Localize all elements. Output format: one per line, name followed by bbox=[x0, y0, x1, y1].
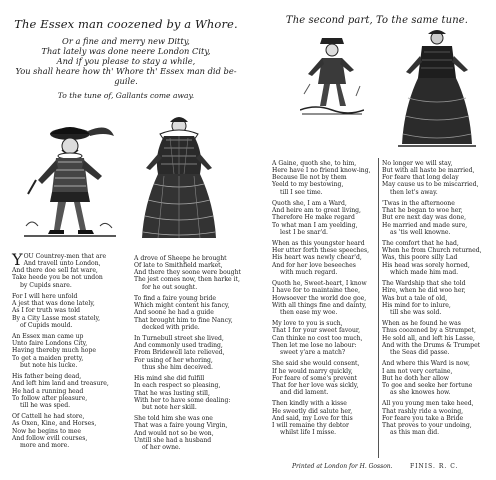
stanza bbox=[272, 320, 371, 356]
finis-mark: FINIS. R. C. bbox=[410, 463, 459, 470]
verse-line: If he would marry quickly, bbox=[272, 367, 353, 375]
stanza bbox=[12, 373, 109, 409]
verse-line: When he from Church returned, bbox=[382, 247, 482, 255]
stanza bbox=[382, 240, 482, 276]
tune-line: To the tune of, Gallants come away. bbox=[57, 91, 195, 100]
verse-line: He had a running head bbox=[12, 387, 84, 395]
left-column-2 bbox=[134, 255, 241, 455]
verse-line: With all things fine and dainty, bbox=[272, 301, 367, 309]
verse-line: but note her skill. bbox=[142, 403, 197, 411]
verse-line: The jest comes now, then harke it, bbox=[134, 276, 240, 284]
verse-line: And where this Ward is now, bbox=[382, 360, 470, 368]
verse-line: Having thereby much hope bbox=[12, 347, 96, 355]
verse-line: The Wardship that she told bbox=[382, 280, 466, 288]
printer-imprint: Printed at London for H. Gosson. bbox=[292, 463, 393, 470]
stanza bbox=[272, 400, 371, 436]
verse-line: That I for your sweet favour, bbox=[272, 327, 361, 335]
verse-line: lest I be snar'd. bbox=[280, 228, 328, 236]
verse-line: for he out sought. bbox=[142, 283, 198, 291]
verse-line: He married and made sure, bbox=[382, 221, 468, 229]
verse-line: That he was lusting still, bbox=[134, 389, 210, 397]
verse-line: Then kindly with a kisse bbox=[272, 400, 347, 408]
verse-line: To what man I am yeelding, bbox=[272, 221, 358, 229]
verse-line: As I for truth was told bbox=[12, 307, 81, 315]
verse-line: Quoth he, Sweet-heart, I know bbox=[272, 280, 367, 288]
verse-line: And travell unto London, bbox=[23, 260, 101, 268]
verse-line: A jest that was done lately, bbox=[12, 300, 95, 308]
right-column-1 bbox=[272, 160, 371, 441]
verse-line: And heire am to great living, bbox=[272, 207, 361, 215]
subtitle-line: Or a fine and merry new Ditty, bbox=[62, 36, 190, 46]
verse-line: with much regard. bbox=[280, 268, 338, 276]
verse-line: But with all haste be married, bbox=[382, 167, 475, 175]
verse-line: thus she him deceived. bbox=[142, 363, 213, 371]
verse-line: of Cupids mould. bbox=[20, 321, 73, 329]
verse-line: That proves to your undoing, bbox=[382, 421, 472, 429]
verse-line: of her owne. bbox=[142, 443, 181, 451]
right-broadside-panel bbox=[262, 4, 492, 476]
verse-line: And for her love beseeches bbox=[272, 261, 356, 269]
verse-line: That he began to woe her, bbox=[382, 207, 463, 215]
verse-line: An Essex man came up bbox=[12, 333, 84, 341]
verse-line: which made him mad. bbox=[390, 268, 459, 276]
verse-line: more and more. bbox=[20, 441, 70, 449]
verse-line: His father being dead, bbox=[12, 373, 82, 381]
verse-line: For feare that long delay bbox=[382, 174, 459, 182]
verse-line: That brought him to fine Nancy, bbox=[134, 316, 233, 324]
verse-line: The comfort that he had, bbox=[382, 240, 459, 248]
verse-line: For feare you take a Bride bbox=[382, 414, 464, 422]
stanza bbox=[382, 360, 482, 396]
verse-line: He sold all, and left his Lasse, bbox=[382, 334, 475, 342]
column-divider bbox=[378, 158, 379, 458]
verse-line: No longer we will stay, bbox=[382, 160, 453, 167]
verse-line: sweet y'are a match? bbox=[280, 348, 346, 356]
ballad-title: The Essex man coozened by a Whore. bbox=[14, 17, 238, 31]
verse-line: And soone he had a guide bbox=[134, 309, 214, 317]
verse-line: Howsoever the world doe goe, bbox=[272, 294, 367, 302]
verse-line: OU Countrey-men that are bbox=[23, 253, 107, 260]
verse-line: For using of her whoring, bbox=[134, 356, 213, 364]
woman-woodcut-image bbox=[394, 26, 480, 150]
verse-line: She told him she was one bbox=[134, 415, 213, 423]
verse-line: That for her love was sickly, bbox=[272, 381, 359, 389]
verse-line: as she knowes how. bbox=[390, 389, 451, 397]
verse-line: My love to you is such, bbox=[272, 320, 343, 328]
verse-line: whilst life I misse. bbox=[280, 429, 337, 437]
verse-line: All you young men take heed, bbox=[382, 400, 474, 408]
verse-line: His mind she did fulfill bbox=[134, 375, 205, 383]
left-broadside-panel bbox=[6, 4, 246, 476]
verse-line: Because Ile not by them bbox=[272, 174, 347, 182]
left-column-1 bbox=[12, 250, 109, 453]
verse-line: by Cupids snare. bbox=[20, 281, 72, 289]
verse-line: And with the Drums & Trumpet bbox=[382, 341, 481, 349]
second-part-title: The second part, To the same tune. bbox=[285, 15, 469, 26]
verse-line: With her to have some dealing: bbox=[134, 396, 231, 404]
verse-line: Can thinke no cost too much, bbox=[272, 334, 363, 342]
verse-line: May cause us to be miscarried, bbox=[382, 181, 479, 189]
verse-line: A Gaine, quoth she, to him, bbox=[272, 160, 357, 167]
verse-line: I have for to maintaine thee, bbox=[272, 287, 361, 295]
verse-line: Now he begins to mee bbox=[12, 427, 82, 435]
verse-line: Of Cattell he had store, bbox=[12, 413, 85, 421]
verse-line: Yeeld to my bestowing, bbox=[272, 181, 344, 189]
stanza bbox=[272, 200, 371, 236]
verse-line: Hire, when he did woo her, bbox=[382, 287, 466, 295]
stanza bbox=[382, 280, 482, 316]
verse-line: till he was sped. bbox=[20, 401, 71, 409]
verse-line: To goe and seeke her fortune bbox=[382, 381, 473, 389]
verse-line: I am not very certaine, bbox=[382, 367, 453, 375]
verse-line: His mind for to inlure, bbox=[382, 301, 451, 309]
verse-line: then ease my woe. bbox=[280, 308, 338, 316]
verse-line: till I see time. bbox=[280, 188, 323, 196]
verse-line: till she was sold. bbox=[390, 308, 442, 316]
verse-line: A drove of Sheepe he brought bbox=[134, 255, 227, 262]
stanza bbox=[382, 320, 482, 356]
right-column-2 bbox=[382, 160, 482, 441]
stanza bbox=[134, 415, 241, 451]
verse-line: then let's away. bbox=[390, 188, 438, 196]
verse-line: Unto faire Londons City, bbox=[12, 340, 88, 348]
verse-line: Here have I no friend know-ing, bbox=[272, 167, 371, 175]
stanza bbox=[382, 400, 482, 436]
stanza bbox=[12, 333, 109, 369]
verse-line: And said, my Love for this bbox=[272, 414, 353, 422]
verse-line: But ere next day was done, bbox=[382, 214, 467, 222]
verse-line: His head was sorely horned, bbox=[382, 261, 470, 269]
verse-line: That rashly ride a wooing, bbox=[382, 407, 464, 415]
lady-woodcut-image bbox=[134, 114, 224, 244]
verse-line: By a City Lasse most stately, bbox=[12, 314, 101, 322]
verse-line: To get a maiden pretty, bbox=[12, 354, 84, 362]
verse-line: 'Twas in the afternoone bbox=[382, 200, 455, 208]
verse-line: And left him land and treasure, bbox=[12, 380, 109, 388]
subtitle-line: That lately was done neere London City, bbox=[41, 46, 211, 56]
verse-line: the Seas did passe. bbox=[390, 348, 450, 356]
stanza bbox=[12, 250, 109, 289]
verse-line: When as he found he was bbox=[382, 320, 461, 328]
verse-line: as 'tis well knowne. bbox=[390, 228, 451, 236]
stanza bbox=[382, 200, 482, 236]
stanza bbox=[272, 280, 371, 316]
verse-line: Then let me lose no labour: bbox=[272, 341, 357, 349]
stanza bbox=[12, 413, 109, 449]
verse-line: And follow evill courses, bbox=[12, 434, 88, 442]
verse-line: He sweetly did salute her, bbox=[272, 407, 353, 415]
subtitle-line: You shall heare how th' Whore th' Essex man did be-guile. bbox=[15, 66, 237, 86]
stanza bbox=[272, 240, 371, 276]
verse-line: Of late to Smithfield market, bbox=[134, 262, 223, 270]
verse-line: Therefore He make regard bbox=[272, 214, 355, 222]
verse-line: In Turnebull street she lived, bbox=[134, 335, 224, 343]
verse-line: For feare of some's prevent bbox=[272, 374, 357, 382]
verse-line: As Oxen, Kine, and Horses, bbox=[12, 420, 97, 428]
verse-line: Was but a tale of old, bbox=[382, 294, 448, 302]
stanza bbox=[134, 375, 241, 411]
verse-line: That was a faire young Virgin, bbox=[134, 422, 228, 430]
verse-line: And there they soone were bought bbox=[134, 269, 241, 277]
verse-line: Was, this poore silly Lad bbox=[382, 254, 458, 262]
verse-line: In each respect so pleasing, bbox=[134, 382, 221, 390]
stanza bbox=[382, 160, 482, 196]
verse-line: And would not so be won, bbox=[134, 429, 214, 437]
verse-line: and did lament. bbox=[280, 389, 329, 397]
verse-line: I will remaine thy debtor bbox=[272, 421, 349, 429]
stanza bbox=[134, 335, 241, 371]
subtitle-line: And if you please to stay a while, bbox=[56, 56, 196, 66]
verse-line: For I will here unfold bbox=[12, 293, 78, 301]
verse-line: decked with pride. bbox=[142, 323, 200, 331]
verse-line: Quoth she, I am a Ward, bbox=[272, 200, 347, 208]
verse-line: Which might content his fancy, bbox=[134, 302, 230, 310]
verse-line: And there doe sell fat ware, bbox=[12, 267, 98, 275]
drop-capital: Y bbox=[12, 250, 23, 269]
stanza bbox=[134, 295, 241, 331]
man-woodcut-image bbox=[20, 122, 120, 240]
verse-line: His heart was newly chear'd, bbox=[272, 254, 362, 262]
ballad-subtitle bbox=[6, 36, 246, 86]
stanza bbox=[272, 360, 371, 396]
stanza bbox=[12, 293, 109, 329]
verse-line: Untill she had a husband bbox=[134, 436, 212, 444]
verse-line: Her utter forth these speeches, bbox=[272, 247, 370, 255]
verse-line: When as this youngster heard bbox=[272, 240, 365, 248]
verse-line: She said she would consent, bbox=[272, 360, 360, 368]
verse-line: From Bridewell late relieved, bbox=[134, 349, 225, 357]
verse-line: But he doth her allow bbox=[382, 374, 449, 382]
verse-line: Take heede you be not undon bbox=[12, 274, 103, 282]
verse-line: To follow after pleasure, bbox=[12, 394, 88, 402]
verse-line: but note his lucke. bbox=[20, 361, 78, 369]
stanza bbox=[272, 160, 371, 196]
verse-line: Thus coozened by a Strumpet, bbox=[382, 327, 476, 335]
verse-line: To find a faire young bride bbox=[134, 295, 216, 303]
stanza bbox=[134, 255, 241, 291]
verse-line: as this man did. bbox=[390, 429, 440, 437]
countryman-woodcut-image bbox=[300, 34, 364, 116]
verse-line: And commonly used trading, bbox=[134, 342, 223, 350]
